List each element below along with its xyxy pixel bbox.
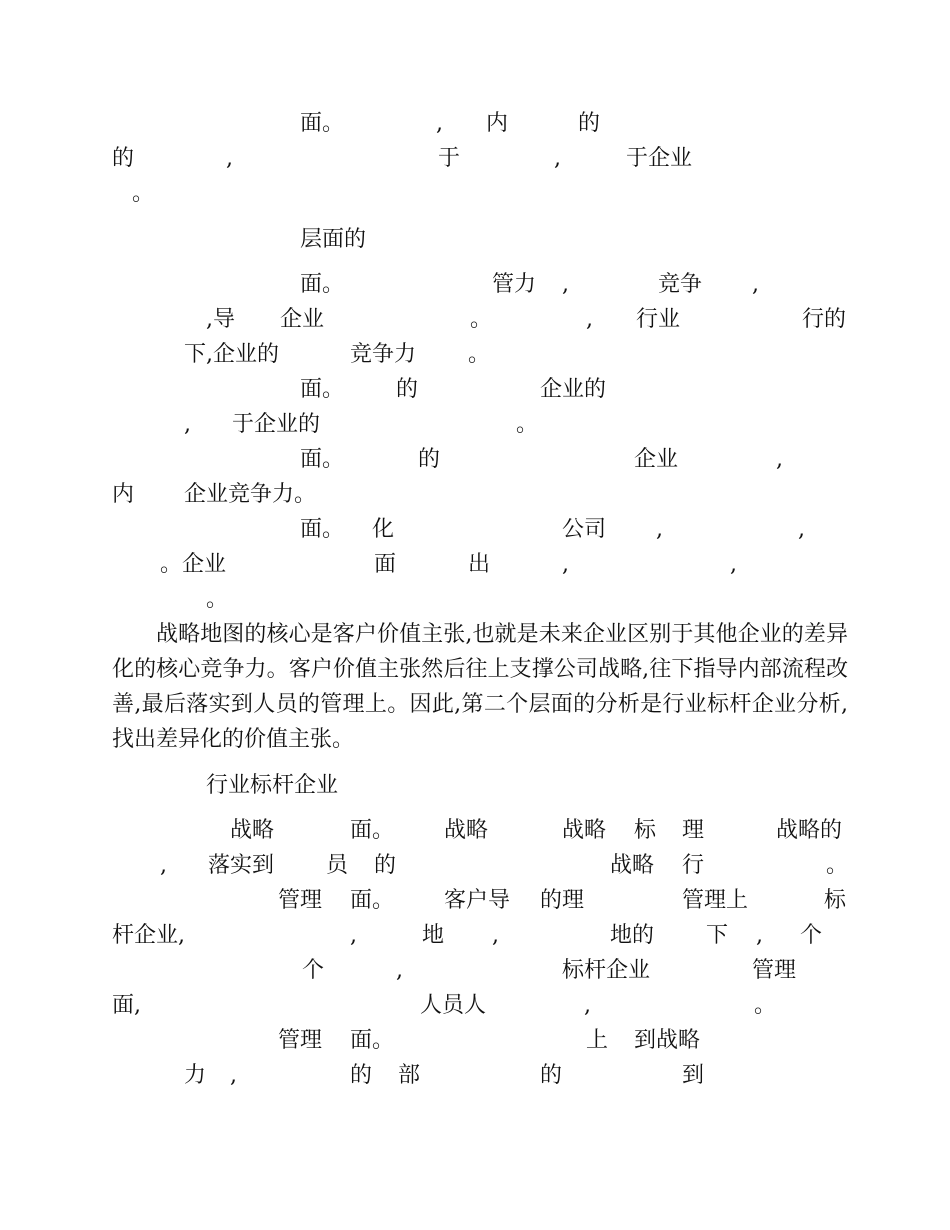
text-fragment: , — [554, 146, 561, 171]
text-fragment: 的 — [418, 447, 441, 472]
text-fragment: 标 — [634, 818, 657, 843]
text-fragment: 面。 — [300, 111, 345, 136]
text-fragment: 到 — [682, 1063, 705, 1088]
text-fragment: , — [226, 146, 233, 171]
text-fragment: 战略 — [444, 818, 489, 843]
text-fragment: 的 — [540, 1063, 563, 1088]
text-fragment: 落实到 — [208, 853, 275, 878]
text-fragment: , — [160, 853, 167, 878]
text-fragment: 战略 — [562, 818, 607, 843]
text-fragment: 出 — [468, 552, 491, 577]
text-fragment: 。 — [826, 853, 849, 878]
text-fragment: 面。 — [300, 272, 345, 297]
text-fragment: , — [584, 993, 591, 1018]
text-fragment: 面。 — [350, 888, 395, 913]
text-fragment: 企业的 — [540, 377, 607, 402]
text-fragment: 。企业 — [160, 552, 227, 577]
text-fragment: 个 — [302, 958, 325, 983]
text-fragment: 化 — [372, 517, 395, 542]
text-fragment: 。 — [468, 342, 491, 367]
text-fragment: 的 — [350, 1063, 373, 1088]
text-fragment: 内 — [486, 111, 509, 136]
text-fragment: 部 — [398, 1063, 421, 1088]
text-fragment: , — [436, 111, 443, 136]
text-fragment: 地 — [422, 923, 445, 948]
text-fragment: 管理 — [752, 958, 797, 983]
text-fragment: , — [730, 552, 737, 577]
text-fragment: 面。 — [300, 447, 345, 472]
text-fragment: 竞争力 — [350, 342, 417, 367]
text-fragment: , — [184, 412, 191, 437]
text-fragment: 管理上 — [682, 888, 749, 913]
text-fragment: ,导 — [206, 307, 235, 332]
text-fragment: , — [656, 517, 663, 542]
text-fragment: 个 — [800, 923, 823, 948]
text-fragment: 面 — [374, 552, 397, 577]
text-fragment: 员 — [326, 853, 349, 878]
text-fragment: 的 — [396, 377, 419, 402]
text-fragment: 行业 — [636, 307, 681, 332]
text-fragment: 行 — [682, 853, 705, 878]
text-fragment: 。 — [754, 993, 777, 1018]
text-fragment: 战略的 — [776, 818, 843, 843]
text-fragment: 的理 — [540, 888, 585, 913]
text-fragment: 管理 — [278, 888, 323, 913]
text-fragment: 杆企业, — [112, 923, 185, 948]
text-fragment: 的 — [112, 146, 135, 171]
text-fragment: 于企业 — [626, 146, 693, 171]
text-fragment: 面, — [112, 993, 141, 1018]
text-fragment: 。 — [132, 181, 155, 206]
text-fragment: 人员人 — [420, 993, 487, 1018]
text-fragment: 公司 — [562, 517, 607, 542]
section-heading: 层面的 — [300, 227, 367, 252]
text-fragment: , — [396, 958, 403, 983]
text-fragment: 企业 — [280, 307, 325, 332]
text-fragment: 于 — [438, 146, 461, 171]
text-fragment: 的 — [374, 853, 397, 878]
text-fragment: 标杆企业 — [562, 958, 651, 983]
text-fragment: 管力 — [492, 272, 537, 297]
text-fragment: 。 — [516, 412, 539, 437]
text-fragment: 下 — [706, 923, 729, 948]
text-fragment: 下,企业的 — [184, 342, 279, 367]
text-fragment: 企业竞争力。 — [184, 482, 317, 507]
text-fragment: , — [350, 923, 357, 948]
text-fragment: 的 — [578, 111, 601, 136]
text-fragment: , — [776, 447, 783, 472]
text-fragment: 客户导 — [444, 888, 511, 913]
text-fragment: 面。 — [300, 517, 345, 542]
text-fragment: , — [562, 552, 569, 577]
text-fragment: 面。 — [350, 1028, 395, 1053]
text-fragment: 力 — [184, 1063, 207, 1088]
text-fragment: , — [492, 923, 499, 948]
body-paragraph: 战略地图的核心是客户价值主张,也就是未来企业区别于其他企业的差异化的核心竞争力。客户价值主张然后往上支撑公司战略,往下指导内部流程改善,最后落实到人员的管理上。因此,第二个层面的分析是行业标杆企业分析,找出差异化的价值主张。 — [112, 622, 848, 752]
text-fragment: 面。 — [300, 377, 345, 402]
text-fragment: 企业 — [634, 447, 679, 472]
text-fragment: 战略 — [230, 818, 275, 843]
text-fragment: , — [798, 517, 805, 542]
text-fragment: , — [586, 307, 593, 332]
text-fragment: 到战略 — [634, 1028, 701, 1053]
text-fragment: 标 — [824, 888, 847, 913]
text-fragment: 于企业的 — [232, 412, 321, 437]
section-heading: 行业标杆企业 — [206, 773, 339, 798]
text-fragment: 行的 — [802, 307, 847, 332]
text-fragment: , — [756, 923, 763, 948]
text-fragment: 。 — [206, 587, 229, 612]
text-fragment: 上 — [586, 1028, 609, 1053]
text-fragment: , — [230, 1063, 237, 1088]
text-fragment: 内 — [112, 482, 135, 507]
text-fragment: 竞争 — [658, 272, 703, 297]
text-fragment: , — [562, 272, 569, 297]
text-fragment: 面。 — [350, 818, 395, 843]
text-fragment: 理 — [682, 818, 705, 843]
text-fragment: 。 — [470, 307, 493, 332]
text-fragment: , — [752, 272, 759, 297]
text-fragment: 管理 — [278, 1028, 323, 1053]
text-fragment: 地的 — [610, 923, 655, 948]
text-fragment: 战略 — [610, 853, 655, 878]
